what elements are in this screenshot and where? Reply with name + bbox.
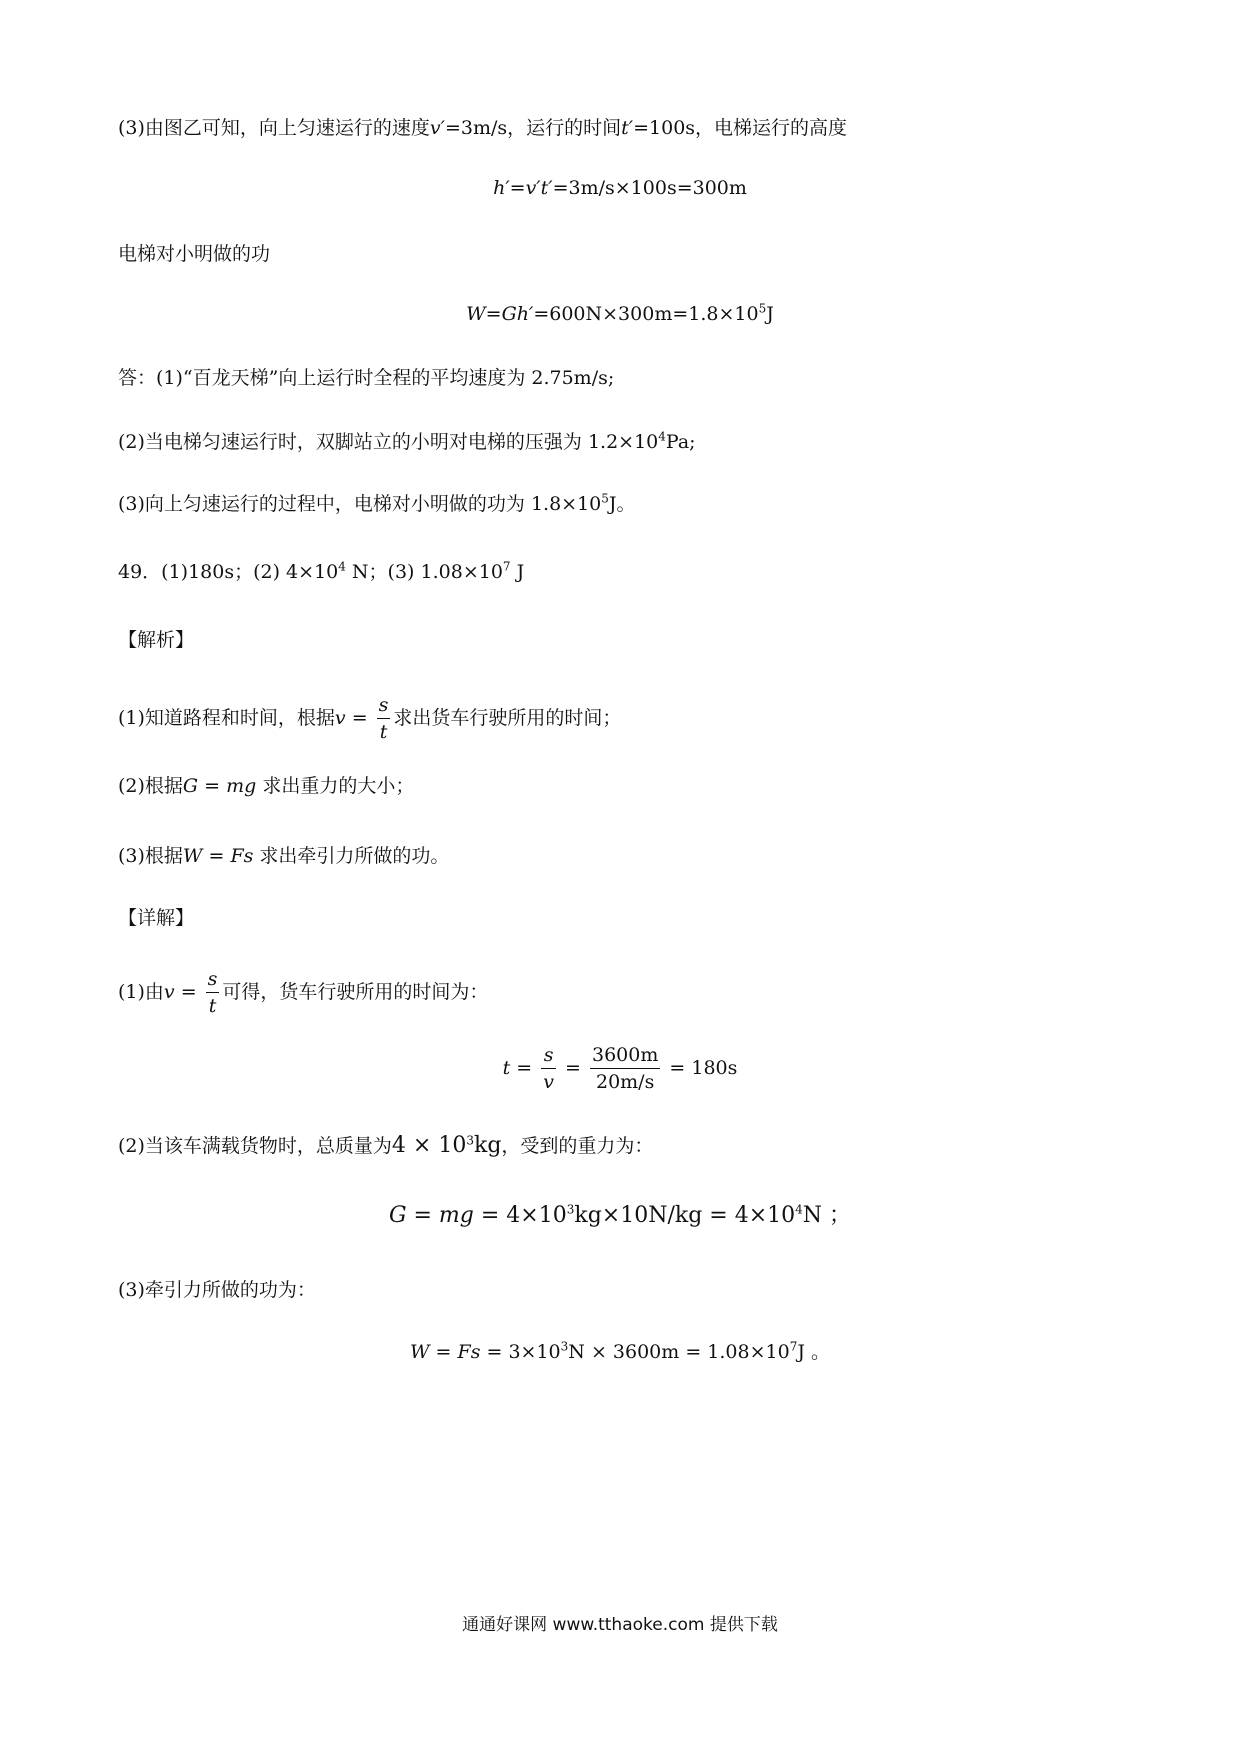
section-jiexi: 【解析】 [118,629,195,651]
section-xiangjie: 【详解】 [118,907,195,929]
answer-1: 答：(1)“百龙天梯”向上运行时全程的平均速度为 2.75m/s; [118,367,615,389]
answer-2: (2)当电梯匀速运行时，双脚站立的小明对电梯的压强为 $1.2\times 10^4Pa$; [118,429,696,453]
analysis-2: (2)根据G = mg 求出重力的大小； [118,775,415,797]
fraction-s-over-v: $\frac{s}{v}$ [543,1044,554,1093]
footer-source: 通通好课网 www.tthaoke.com 提供下载 [462,1615,778,1635]
line-work-label: 电梯对小明做的功 [118,243,271,265]
equation-gravity: G = mg = $4\times 10^3kg\times 10N/kg = 4\times 10^4N$ ； [388,1202,852,1228]
analysis-3: (3)根据W = Fs 求出牵引力所做的功。 [118,845,450,867]
detail-1: (1)由v = $\frac{s}{t}$ 可得，货车行驶所用的时间为： [118,968,489,1017]
equation-work: $W=Gh'=600N\times 300m=1.8\times 10^5J$ [466,301,774,325]
question-49-answer: 49．(1)180s；(2) $4\times 10^4$ N；(3) $1.08\times 10^7$ J [118,559,525,583]
fraction-distance-over-speed: $\frac{3600m}{20m/s}$ [591,1044,659,1093]
equation-time: t = $\frac{s}{v}$ = $\frac{3600m}{20m/s}$ = 180s [502,1044,738,1093]
detail-2: (2)当该车满载货物时，总质量为$4 \times 10^3kg$，受到的重力为： [118,1133,654,1158]
equation-height: h′=v′t′=3m/s×100s=300m [493,177,747,199]
analysis-1: (1)知道路程和时间，根据v = $\frac{s}{t}$ 求出货车行驶所用的时间； [118,694,622,743]
fraction-s-over-t: $\frac{s}{t}$ [207,968,218,1017]
fraction-s-over-t: $\frac{s}{t}$ [378,694,389,743]
line-speed-time: (3)由图乙可知，向上匀速运行的速度v′=3m/s，运行的时间t′=100s，电梯运行的高度 [118,117,848,139]
answer-3: (3)向上匀速运行的过程中，电梯对小明做的功为 $1.8\times 10^5J$。 [118,491,636,515]
equation-traction-work: $W = Fs = 3\times 10^3N \times 3600m = 1.08\times 10^7J$ 。 [409,1339,830,1363]
detail-3: (3)牵引力所做的功为： [118,1279,316,1301]
